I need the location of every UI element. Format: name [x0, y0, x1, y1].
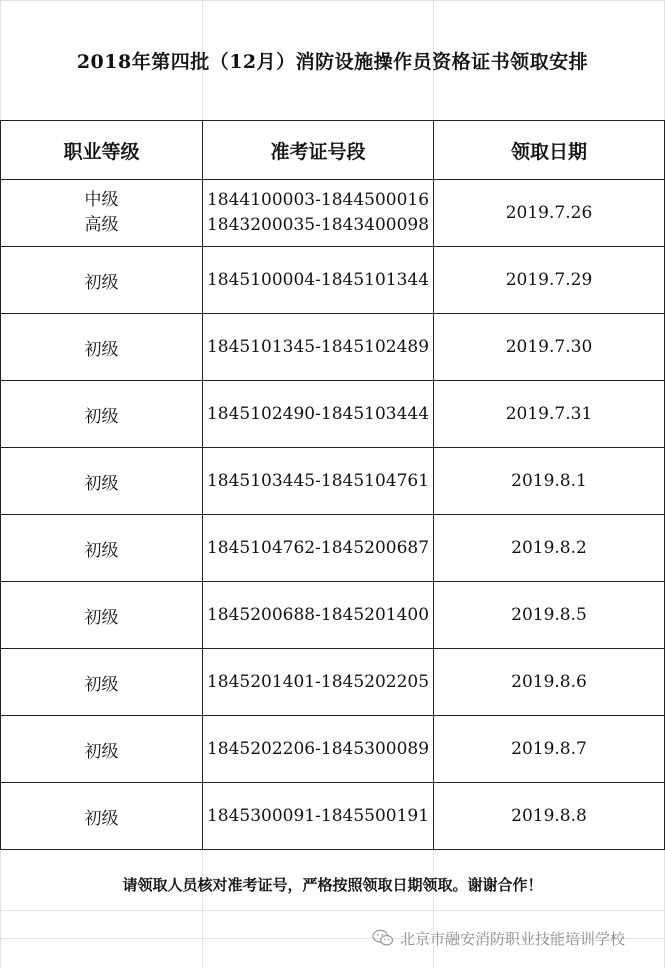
level-cell: 初级	[1, 582, 203, 649]
level-cell	[1, 180, 203, 247]
wechat-icon	[372, 929, 394, 947]
range-cell: 1845202206-1845300089	[203, 716, 434, 783]
level-text: 中级	[84, 190, 119, 210]
date-cell: 2019.8.5	[434, 582, 665, 649]
level-cell: 初级	[1, 515, 203, 582]
date-cell: 2019.7.31	[434, 381, 665, 448]
range-cell: 1845103445-1845104761	[203, 448, 434, 515]
date-cell: 2019.7.30	[434, 314, 665, 381]
header-ticket-range: 准考证号段	[203, 121, 434, 180]
date-cell: 2019.8.6	[434, 649, 665, 716]
table-row	[1, 448, 665, 515]
level-cell: 初级	[1, 783, 203, 850]
certificate-schedule-table	[0, 120, 665, 850]
range-cell: 1845300091-1845500191	[203, 783, 434, 850]
range-cell	[203, 180, 434, 247]
table-row	[1, 381, 665, 448]
range-text: 1843200035-1843400098	[206, 215, 430, 235]
level-cell: 初级	[1, 314, 203, 381]
table-header-row	[1, 121, 665, 180]
range-cell: 1845100004-1845101344	[203, 247, 434, 314]
range-cell: 1845102490-1845103444	[203, 381, 434, 448]
watermark-text: 北京市融安消防职业技能培训学校	[400, 929, 626, 948]
date-cell: 2019.8.7	[434, 716, 665, 783]
date-cell: 2019.7.26	[434, 180, 665, 247]
level-text: 高级	[84, 215, 119, 235]
date-cell: 2019.8.8	[434, 783, 665, 850]
level-cell: 初级	[1, 247, 203, 314]
range-cell: 1845201401-1845202205	[203, 649, 434, 716]
table-row	[1, 515, 665, 582]
gridline	[0, 0, 665, 1]
table-row	[1, 649, 665, 716]
level-cell: 初级	[1, 448, 203, 515]
range-text: 1844100003-1844500016	[206, 190, 430, 210]
level-cell: 初级	[1, 649, 203, 716]
level-cell: 初级	[1, 381, 203, 448]
table-row	[1, 314, 665, 381]
pickup-notice: 请领取人员核对准考证号，严格按照领取日期领取。谢谢合作！	[122, 875, 543, 894]
header-level: 职业等级	[1, 121, 203, 180]
table-row	[1, 716, 665, 783]
watermark	[372, 926, 625, 950]
table-row	[1, 180, 665, 247]
header-pickup-date: 领取日期	[434, 121, 665, 180]
date-cell: 2019.8.1	[434, 448, 665, 515]
range-cell: 1845101345-1845102489	[203, 314, 434, 381]
table-row	[1, 783, 665, 850]
range-cell: 1845200688-1845201400	[203, 582, 434, 649]
range-cell: 1845104762-1845200687	[203, 515, 434, 582]
table-row	[1, 247, 665, 314]
gridline	[0, 910, 665, 911]
table-row	[1, 582, 665, 649]
date-cell: 2019.7.29	[434, 247, 665, 314]
page-title: 2018年第四批（12月）消防设施操作员资格证书领取安排	[76, 50, 589, 73]
level-cell: 初级	[1, 716, 203, 783]
date-cell: 2019.8.2	[434, 515, 665, 582]
